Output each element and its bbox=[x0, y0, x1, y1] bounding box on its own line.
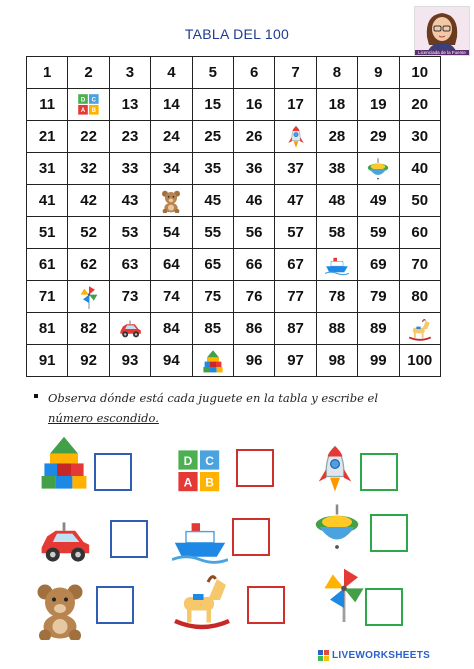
number-cell: 19 bbox=[358, 89, 399, 121]
car-icon bbox=[109, 313, 150, 345]
answer-box[interactable] bbox=[360, 453, 398, 491]
number-cell: 38 bbox=[316, 153, 357, 185]
answer-box[interactable] bbox=[370, 514, 408, 552]
number-cell: 76 bbox=[233, 281, 274, 313]
number-cell: 46 bbox=[233, 185, 274, 217]
number-cell: 79 bbox=[358, 281, 399, 313]
number-cell: 40 bbox=[399, 153, 440, 185]
number-cell: 33 bbox=[109, 153, 150, 185]
number-cell: 96 bbox=[233, 345, 274, 377]
footer-brand: LIVEWORKSHEETS bbox=[332, 650, 431, 661]
table-row bbox=[27, 57, 441, 89]
svg-text:D: D bbox=[183, 453, 193, 468]
number-cell: 100 bbox=[399, 345, 440, 377]
number-cell: 53 bbox=[109, 217, 150, 249]
number-cell: 45 bbox=[192, 185, 233, 217]
avatar bbox=[414, 6, 470, 56]
number-cell: 1 bbox=[27, 57, 68, 89]
number-cell: 4 bbox=[151, 57, 192, 89]
number-cell: 88 bbox=[316, 313, 357, 345]
teacher-avatar-icon bbox=[415, 7, 469, 55]
answer-box[interactable] bbox=[236, 449, 274, 487]
svg-text:C: C bbox=[205, 453, 214, 468]
number-cell: 74 bbox=[151, 281, 192, 313]
number-cell: 41 bbox=[27, 185, 68, 217]
svg-text:A: A bbox=[183, 475, 193, 490]
answer-box[interactable] bbox=[110, 520, 148, 558]
instruction-line-1: Observa dónde está cada juguete en la tabla y escribe el bbox=[48, 391, 379, 405]
number-cell: 28 bbox=[316, 121, 357, 153]
number-cell: 14 bbox=[151, 89, 192, 121]
number-cell: 55 bbox=[192, 217, 233, 249]
bear-icon bbox=[151, 185, 192, 217]
avatar-caption: Licenciada de la Fuente bbox=[415, 50, 469, 55]
number-cell: 97 bbox=[275, 345, 316, 377]
number-cell: 20 bbox=[399, 89, 440, 121]
number-cell: 61 bbox=[27, 249, 68, 281]
number-cell: 32 bbox=[68, 153, 109, 185]
table-row bbox=[27, 249, 441, 281]
number-cell: 23 bbox=[109, 121, 150, 153]
number-cell: 80 bbox=[399, 281, 440, 313]
number-cell: 73 bbox=[109, 281, 150, 313]
liveworksheets-logo-icon bbox=[318, 650, 330, 662]
number-cell: 52 bbox=[68, 217, 109, 249]
number-cell: 30 bbox=[399, 121, 440, 153]
number-cell: 26 bbox=[233, 121, 274, 153]
number-cell: 15 bbox=[192, 89, 233, 121]
number-cell: 29 bbox=[358, 121, 399, 153]
answer-box[interactable] bbox=[232, 518, 270, 556]
table-row bbox=[27, 89, 441, 121]
number-cell: 86 bbox=[233, 313, 274, 345]
number-cell: 85 bbox=[192, 313, 233, 345]
number-cell: 17 bbox=[275, 89, 316, 121]
instruction-line-2: número escondido. bbox=[48, 411, 159, 425]
answer-box[interactable] bbox=[365, 588, 403, 626]
number-cell: 43 bbox=[109, 185, 150, 217]
number-cell: 10 bbox=[399, 57, 440, 89]
answer-box[interactable] bbox=[247, 586, 285, 624]
svg-text:C: C bbox=[91, 96, 96, 103]
number-cell: 87 bbox=[275, 313, 316, 345]
number-cell: 57 bbox=[275, 217, 316, 249]
table-row bbox=[27, 185, 441, 217]
number-cell: 11 bbox=[27, 89, 68, 121]
blocks-icon bbox=[36, 434, 92, 495]
number-cell: 98 bbox=[316, 345, 357, 377]
number-cell: 84 bbox=[151, 313, 192, 345]
number-cell: 49 bbox=[358, 185, 399, 217]
number-cell: 71 bbox=[27, 281, 68, 313]
number-cell: 63 bbox=[109, 249, 150, 281]
table-row bbox=[27, 345, 441, 377]
number-cell: 93 bbox=[109, 345, 150, 377]
number-cell: 70 bbox=[399, 249, 440, 281]
number-cell: 77 bbox=[275, 281, 316, 313]
number-cell: 82 bbox=[68, 313, 109, 345]
number-cell: 75 bbox=[192, 281, 233, 313]
boat-icon bbox=[172, 512, 228, 573]
table-row bbox=[27, 121, 441, 153]
number-cell: 42 bbox=[68, 185, 109, 217]
number-cell: 58 bbox=[316, 217, 357, 249]
horse-icon bbox=[172, 570, 232, 635]
number-cell: 7 bbox=[275, 57, 316, 89]
number-cell: 48 bbox=[316, 185, 357, 217]
pinwheel-icon bbox=[316, 566, 372, 627]
number-cell: 54 bbox=[151, 217, 192, 249]
number-cell: 59 bbox=[358, 217, 399, 249]
number-cell: 81 bbox=[27, 313, 68, 345]
number-cell: 47 bbox=[275, 185, 316, 217]
number-cell: 56 bbox=[233, 217, 274, 249]
pinwheel-icon bbox=[68, 281, 109, 313]
number-cell: 92 bbox=[68, 345, 109, 377]
number-cell: 60 bbox=[399, 217, 440, 249]
number-cell: 2 bbox=[68, 57, 109, 89]
page-title: TABLA DEL 100 bbox=[184, 26, 290, 42]
instruction-text bbox=[48, 388, 448, 428]
number-cell: 9 bbox=[358, 57, 399, 89]
number-cell: 99 bbox=[358, 345, 399, 377]
table-row bbox=[27, 217, 441, 249]
table-row bbox=[27, 313, 441, 345]
puzzle-icon bbox=[68, 89, 109, 121]
answer-box[interactable] bbox=[94, 453, 132, 491]
number-cell: 91 bbox=[27, 345, 68, 377]
svg-text:B: B bbox=[91, 107, 96, 114]
rocket-icon bbox=[275, 121, 316, 153]
bullet-icon bbox=[34, 394, 38, 398]
number-cell: 50 bbox=[399, 185, 440, 217]
blocks-icon bbox=[192, 345, 233, 377]
number-cell: 5 bbox=[192, 57, 233, 89]
number-cell: 67 bbox=[275, 249, 316, 281]
number-cell: 24 bbox=[151, 121, 192, 153]
number-cell: 65 bbox=[192, 249, 233, 281]
number-cell: 94 bbox=[151, 345, 192, 377]
number-cell: 13 bbox=[109, 89, 150, 121]
number-cell: 6 bbox=[233, 57, 274, 89]
number-cell: 21 bbox=[27, 121, 68, 153]
number-cell: 25 bbox=[192, 121, 233, 153]
number-cell: 36 bbox=[233, 153, 274, 185]
number-cell: 89 bbox=[358, 313, 399, 345]
number-cell: 22 bbox=[68, 121, 109, 153]
number-cell: 51 bbox=[27, 217, 68, 249]
svg-text:D: D bbox=[80, 96, 85, 103]
table-row bbox=[27, 153, 441, 185]
number-cell: 34 bbox=[151, 153, 192, 185]
number-cell: 31 bbox=[27, 153, 68, 185]
number-cell: 35 bbox=[192, 153, 233, 185]
number-cell: 69 bbox=[358, 249, 399, 281]
hundred-table bbox=[26, 56, 441, 377]
table-row bbox=[27, 281, 441, 313]
number-cell: 8 bbox=[316, 57, 357, 89]
answer-box[interactable] bbox=[96, 586, 134, 624]
number-cell: 64 bbox=[151, 249, 192, 281]
rocket-icon bbox=[310, 444, 360, 499]
puzzle-icon bbox=[176, 448, 224, 501]
car-icon bbox=[36, 514, 92, 575]
top-icon bbox=[358, 153, 399, 185]
number-cell: 62 bbox=[68, 249, 109, 281]
svg-text:B: B bbox=[205, 475, 214, 490]
number-cell: 66 bbox=[233, 249, 274, 281]
number-cell: 78 bbox=[316, 281, 357, 313]
top-icon bbox=[312, 502, 362, 557]
number-cell: 37 bbox=[275, 153, 316, 185]
horse-icon bbox=[399, 313, 440, 345]
number-cell: 16 bbox=[233, 89, 274, 121]
number-cell: 18 bbox=[316, 89, 357, 121]
boat-icon bbox=[316, 249, 357, 281]
bear-icon bbox=[30, 580, 90, 645]
svg-text:A: A bbox=[80, 107, 85, 114]
number-cell: 3 bbox=[109, 57, 150, 89]
